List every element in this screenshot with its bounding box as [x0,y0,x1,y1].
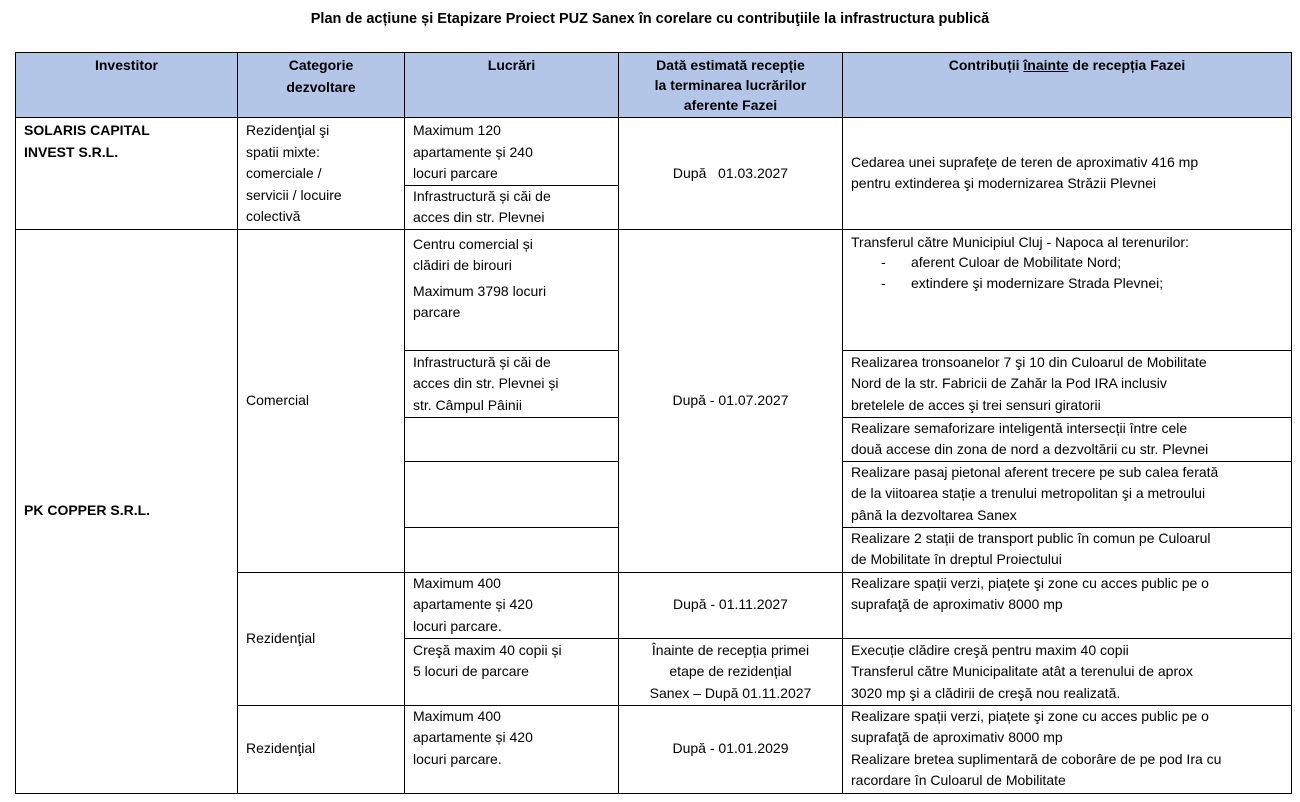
contribution-land-transfer: Transferul către Municipiul Cluj - Napoca al terenurilor: - aferent Culoar de Mobilitate Nord; - extindere şi modernizare Strada Plevnei; [843,229,1292,350]
header-contributii: Contribuții înainte de recepția Fazei [843,53,1292,118]
category-solaris: Rezidenţial şi spatii mixte: comerciale / servicii / locuire colectivă [238,118,405,230]
works-rez1-nursery: Creşă maxim 40 copii și 5 locuri de parcare [405,638,619,705]
header-investitor: Investitor [16,53,238,118]
contribution-solaris: Cedarea unei suprafețe de teren de aproximativ 416 mp pentru extinderea şi modernizarea Străzii Plevnei [843,118,1292,230]
works-empty [405,461,619,527]
header-row [16,53,1292,118]
page-title: Plan de acțiune și Etapizare Proiect PUZ Sanex în corelare cu contribuţiile la infrastructura publică [310,11,990,27]
investor-pk-copper: PK COPPER S.R.L. [16,229,238,793]
works-empty [405,417,619,461]
works-solaris-apartments: Maximum 120 apartamente și 240 locuri parcare [405,118,619,186]
header-lucrari: Lucrări [405,53,619,118]
date-rez1-nursery: Înainte de recepția primei etape de rezidențial Sanex – După 01.11.2027 [619,638,843,705]
category-rezidential-1: Rezidenţial [238,572,405,705]
contribution-traffic-lights: Realizare semaforizare inteligentă intersecții între cele două accese din zona de nord a dezvoltării cu str. Plevnei [843,417,1292,461]
contribution-green-spaces-1: Realizare spații verzi, piațete şi zone cu acces public pe o suprafaţă de aproximativ 8000 mp [843,572,1292,638]
header-categorie: Categorie dezvoltare [238,53,405,118]
investor-solaris: SOLARIS CAPITAL INVEST S.R.L. [16,118,238,230]
contribution-transport-stations: Realizare 2 stații de transport public în comun pe Culoarul de Mobilitate în dreptul Proiectului [843,527,1292,572]
works-commercial-infrastructure: Infrastructură și căi de acces din str. Plevnei și str. Câmpul Pâinii [405,350,619,417]
contribution-green-spaces-2: Realizare spații verzi, piațete şi zone cu acces public pe o suprafaţă de aproximativ 8000 mp Realizare bretea suplimentară de coborâre de pe pod Ira cu racordare în Culoarul de Mobilitate [843,705,1292,793]
contribution-pedestrian-passage: Realizare pasaj pietonal aferent trecere pe sub calea ferată de la viitoarea stație a trenului metropolitan şi a metroului până la dezvoltarea Sanex [843,461,1292,527]
works-rez2-apartments: Maximum 400 apartamente și 420 locuri parcare. [405,705,619,793]
action-plan-table [15,52,1292,794]
works-commercial-center: Centru comercial și clădiri de birouri Maximum 3798 locuri parcare [405,229,619,350]
works-rez1-apartments: Maximum 400 apartamente și 420 locuri parcare. [405,572,619,638]
table-row [16,118,1292,186]
contribution-nursery: Execuție clădire creşă pentru maxim 40 copii Transferul către Municipalitate atât a terenului de aprox 3020 mp şi a clădirii de creşă nou realizată. [843,638,1292,705]
contribution-mobility-corridor: Realizarea tronsoanelor 7 şi 10 din Culoarul de Mobilitate Nord de la str. Fabricii de Zahăr la Pod IRA inclusiv bretelele de acces şi trei sensuri giratorii [843,350,1292,417]
date-rez1: După - 01.11.2027 [619,572,843,638]
category-rezidential-2: Rezidenţial [238,705,405,793]
date-rez2: După - 01.01.2029 [619,705,843,793]
date-solaris: După 01.03.2027 [619,118,843,230]
category-comercial: Comercial [238,229,405,572]
date-comercial: După - 01.07.2027 [619,229,843,572]
header-data: Dată estimată recepție la terminarea lucrărilor aferente Fazei [619,53,843,118]
works-empty [405,527,619,572]
table-row [16,229,1292,350]
works-solaris-infrastructure: Infrastructură și căi de acces din str. Plevnei [405,185,619,229]
